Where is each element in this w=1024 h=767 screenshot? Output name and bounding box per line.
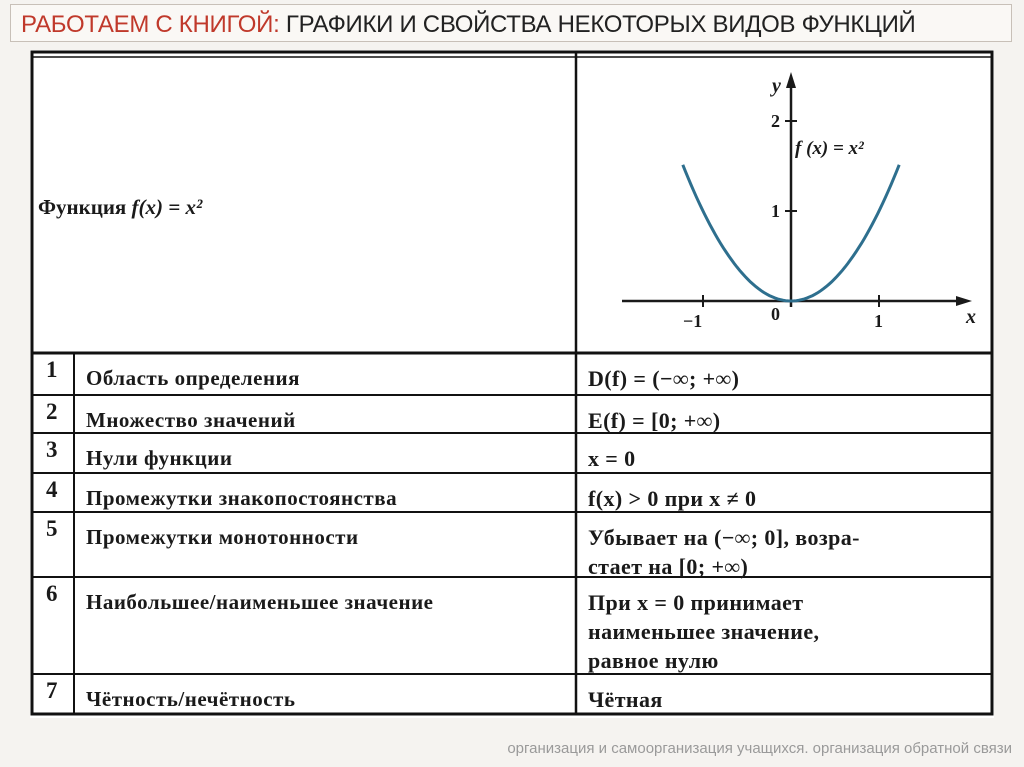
book-table-scan [30,50,994,718]
row-number: 4 [46,477,58,502]
x-axis-arrow [956,296,972,306]
footer-text: организация и самоорганизация учащихся. организация обратной связи [507,740,1012,757]
property-label: Наибольшее/наименьшее значение [86,590,434,614]
row-number: 1 [46,357,58,382]
y-axis-arrow [786,72,796,88]
curve-label: f (x) = x² [795,138,864,159]
property-label: Чётность/нечётность [86,687,296,711]
property-value: E(f) = [0; +∞) [588,408,721,433]
row-number: 7 [46,678,58,703]
property-value: стает на [0; +∞) [588,554,749,579]
y-tick-label: 1 [771,201,780,221]
property-label: Множество значений [86,408,296,432]
property-value: Убывает на (−∞; 0], возра- [588,525,860,550]
property-label: Промежутки знакопостоянства [86,486,398,510]
slide-title [21,11,915,39]
function-label: Функция f(x) = x² [38,195,203,219]
x-tick-label: 1 [874,311,883,331]
title-rest: ГРАФИКИ И СВОЙСТВА НЕКОТОРЫХ ВИДОВ ФУНКЦИЙ [279,11,916,38]
row-number: 5 [46,516,58,541]
property-value: D(f) = (−∞; +∞) [588,366,740,391]
y-axis-label: y [772,75,781,97]
y-tick-label: 2 [771,111,780,131]
row-number: 2 [46,399,58,424]
property-value: наименьшее значение, [588,619,820,644]
x-tick-label: 0 [771,304,780,324]
property-value: x = 0 [588,446,636,471]
function-graph [582,56,992,351]
row-number: 3 [46,437,58,462]
x-axis-label: x [966,306,976,328]
slide-header [10,4,1012,42]
function-formula: f(x) = x² [131,195,203,219]
row-number: 6 [46,581,58,606]
property-label: Нули функции [86,446,233,470]
property-label: Область определения [86,366,301,390]
property-value: Чётная [588,687,663,712]
x-tick-label: −1 [683,311,703,331]
title-accent: РАБОТАЕМ С КНИГОЙ: [21,11,280,38]
property-label: Промежутки монотонности [86,525,359,549]
property-value: При x = 0 принимает [588,590,804,615]
property-value: равное нулю [588,648,719,673]
property-value: f(x) > 0 при x ≠ 0 [588,486,757,511]
